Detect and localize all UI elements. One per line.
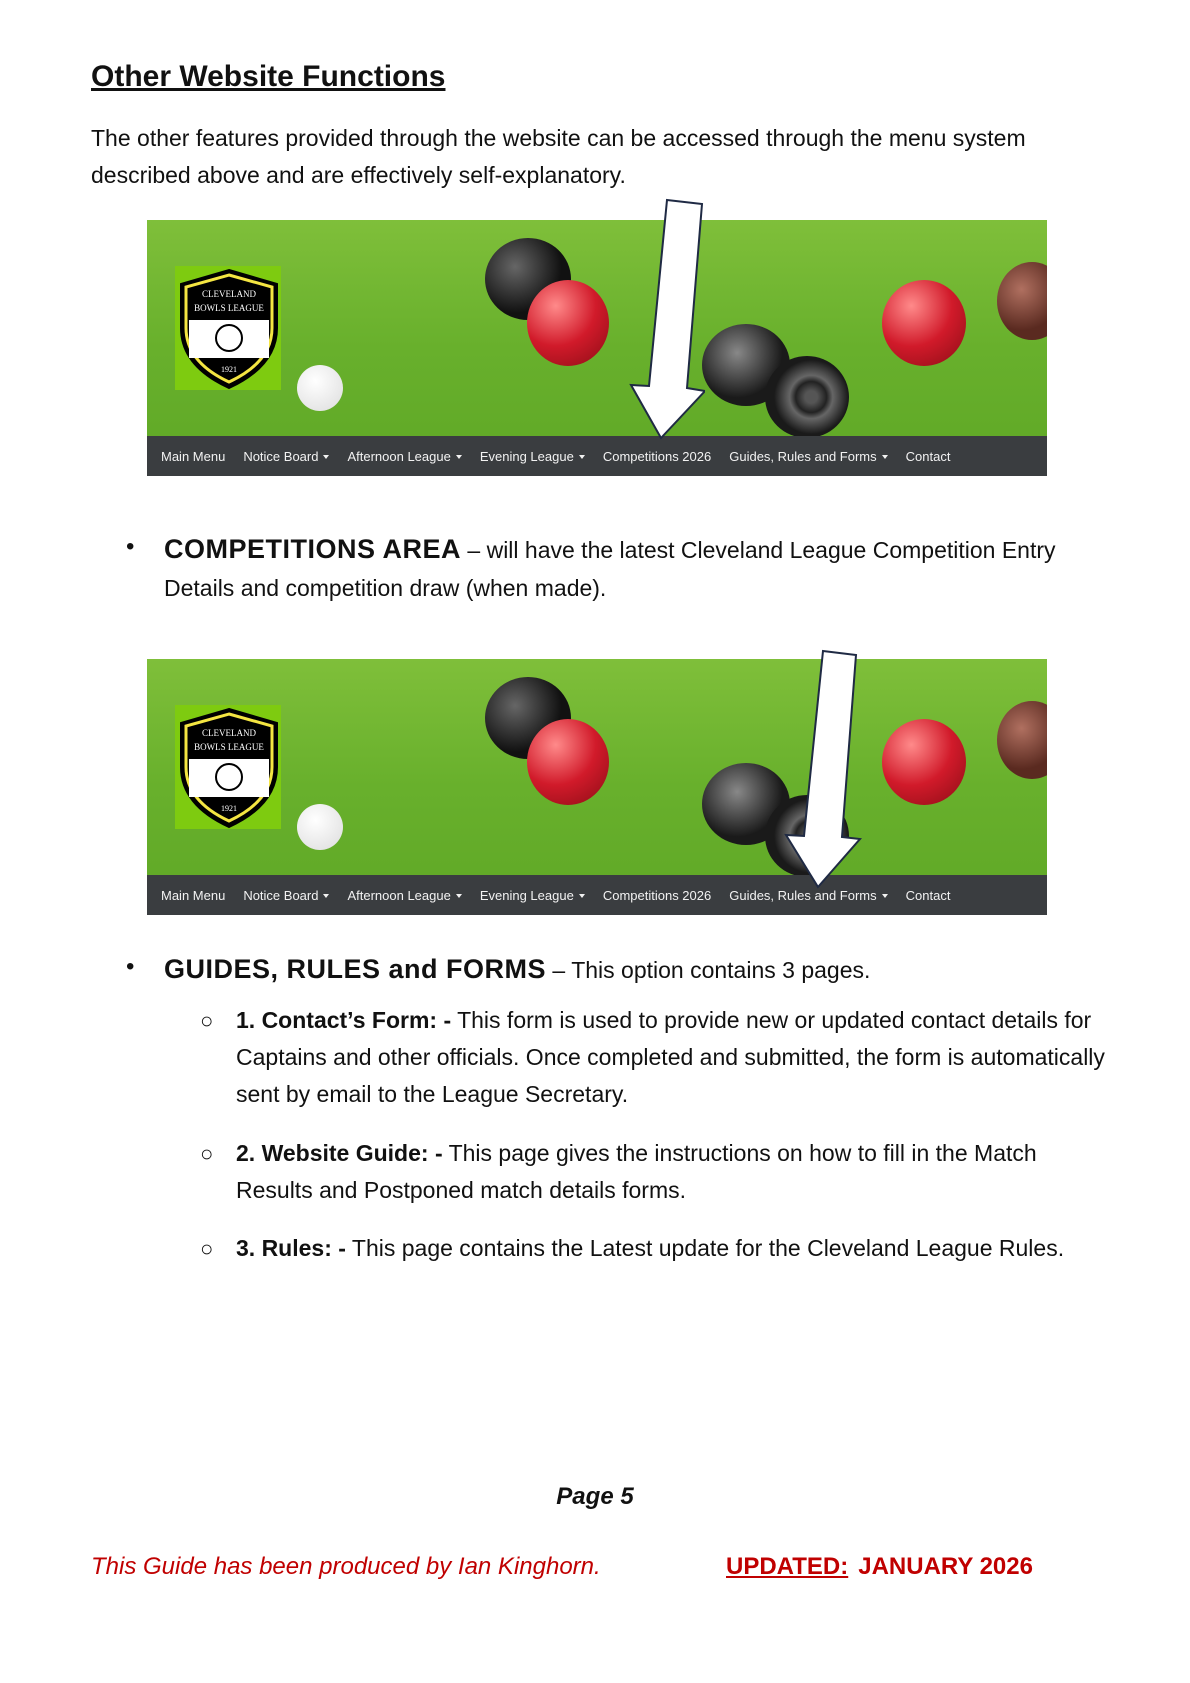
svg-text:CLEVELAND: CLEVELAND (202, 289, 256, 299)
bullet-icon: • (126, 533, 135, 560)
svg-text:BOWLS LEAGUE: BOWLS LEAGUE (194, 742, 264, 752)
circle-bullet-icon: ○ (200, 1008, 214, 1033)
page-number: Page 5 (556, 1483, 634, 1510)
circle-bullet-icon: ○ (200, 1141, 214, 1166)
website-banner-2 (147, 659, 1047, 915)
page-heading: Other Website Functions (91, 60, 446, 93)
caret-down-icon (882, 455, 888, 459)
list-item-rules: 3. Rules: - This page contains the Latest update for the Cleveland League Rules. (236, 1235, 1065, 1261)
caret-down-icon (579, 894, 585, 898)
updated-date: UPDATED: JANUARY 2026 (726, 1553, 1033, 1580)
bullet-icon: • (126, 953, 135, 980)
caret-down-icon (579, 455, 585, 459)
league-logo-icon (177, 266, 281, 392)
nav-competitions[interactable]: Competitions 2026 (602, 448, 712, 464)
red-bowl (527, 719, 609, 805)
nav-afternoon-league[interactable]: Afternoon League (347, 449, 461, 464)
nav-guides-rules-forms[interactable]: Guides, Rules and Forms (729, 449, 887, 464)
nav-evening-league[interactable]: Evening League (480, 449, 585, 464)
nav-main-menu[interactable]: Main Menu (161, 448, 226, 464)
intro-paragraph: The other features provided through the website can be accessed through the menu system described above and are effectively self-explanatory. (91, 125, 1026, 188)
list-item-contacts-form: 1. Contact’s Form: - This form is used to provide new or updated contact details for Captains and other officials. Once completed and submitted, the form is automatically sent by email to the League Secretary. (236, 1007, 1105, 1107)
jack-ball (297, 804, 343, 850)
brown-bowl (997, 262, 1047, 340)
svg-text:CLEVELAND: CLEVELAND (202, 728, 256, 738)
nav-notice-board[interactable]: Notice Board (243, 449, 329, 464)
caret-down-icon (323, 894, 329, 898)
nav-evening-league[interactable]: Evening League (480, 888, 585, 903)
red-bowl (882, 719, 966, 805)
arrow-down-icon (625, 198, 705, 443)
nav-main-menu[interactable]: Main Menu (161, 887, 226, 903)
black-bowl (765, 356, 849, 438)
red-bowl (527, 280, 609, 366)
caret-down-icon (456, 455, 462, 459)
website-banner-1 (147, 220, 1047, 476)
svg-text:1921: 1921 (221, 365, 237, 374)
nav-afternoon-league[interactable]: Afternoon League (347, 888, 461, 903)
svg-text:BOWLS LEAGUE: BOWLS LEAGUE (194, 303, 264, 313)
brown-bowl (997, 701, 1047, 779)
caret-down-icon (323, 455, 329, 459)
jack-ball (297, 365, 343, 411)
nav-competitions[interactable]: Competitions 2026 (602, 887, 712, 903)
caret-down-icon (882, 894, 888, 898)
svg-text:1921: 1921 (221, 804, 237, 813)
nav-notice-board[interactable]: Notice Board (243, 888, 329, 903)
nav-contact[interactable]: Contact (905, 448, 951, 464)
author-credit: This Guide has been produced by Ian Kinghorn. (91, 1553, 601, 1580)
nav-bar (147, 875, 1047, 915)
nav-contact[interactable]: Contact (905, 887, 951, 903)
nav-guides-rules-forms[interactable]: Guides, Rules and Forms (729, 888, 887, 903)
league-logo-icon (177, 705, 281, 831)
competitions-section: COMPETITIONS AREA – will have the latest Cleveland League Competition Entry Details and competition draw (when made). (164, 534, 1056, 601)
nav-bar (147, 436, 1047, 476)
guides-section: GUIDES, RULES and FORMS – This option contains 3 pages. (164, 954, 871, 984)
list-item-website-guide: 2. Website Guide: - This page gives the instructions on how to fill in the Match Results and Postponed match details forms. (236, 1140, 1037, 1203)
circle-bullet-icon: ○ (200, 1236, 214, 1261)
caret-down-icon (456, 894, 462, 898)
arrow-down-icon (782, 649, 862, 894)
red-bowl (882, 280, 966, 366)
